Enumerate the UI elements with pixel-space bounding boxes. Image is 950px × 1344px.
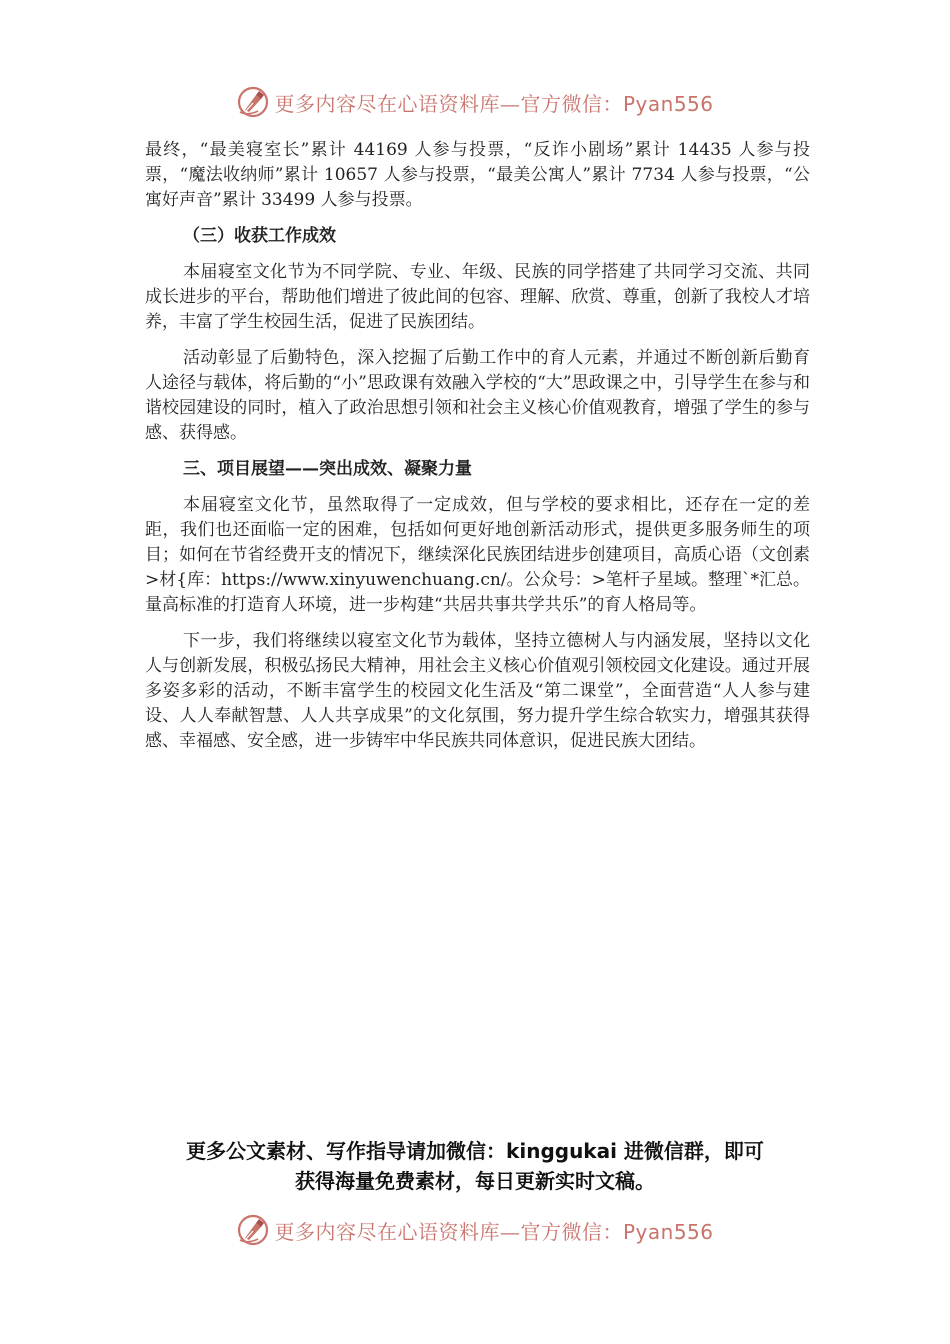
pen-nib-logo-icon (236, 85, 270, 119)
section-heading-outlook: 三、项目展望——突出成效、凝聚力量 (183, 459, 472, 479)
paragraph-vote-results: 最终，“最美寝室长”累计 44169 人参与投票，“反诈小剧场”累计 14435 人参与投票，“魔法收纳师”累计 10657 人参与投票，“最美公寓人”累计 7734 人参与投票，“公寓好声音”累计 33499 人参与投票。 (145, 140, 810, 210)
paragraph-logistics: 活动彰显了后勤特色，深入挖掘了后勤工作中的育人元素，并通过不断创新后勤育人途径与载体，将后勤的“小”思政课有效融入学校的“大”思政课之中，引导学生在参与和谐校园建设的同时，植入了政治思想引领和社会主义核心价值观教育，增强了学生的参与感、获得感。 (145, 348, 810, 443)
section-heading-results: （三）收获工作成效 (183, 226, 336, 246)
footer-watermark (0, 1210, 950, 1250)
paragraph-gaps: 本届寝室文化节，虽然取得了一定成效，但与学校的要求相比，还存在一定的差距，我们也还面临一定的困难，包括如何更好地创新活动形式，提供更多服务师生的项目；如何在节省经费开支的情况下，继续深化民族团结进步创建项目，高质心语（文创素>材{库：https://www.xinyuwenchuang.cn/。公众号：>笔杆子星域。整理`*汇总。量高标准的打造育人环境，进一步构建“共居共事共学共乐”的育人格局等。 (145, 495, 810, 615)
promo-line-1: 更多公文素材、写作指导请加微信：kinggukai 进微信群，即可 (186, 1139, 764, 1163)
header-watermark (0, 82, 950, 122)
header-brand-text: 更多内容尽在心语资料库—官方微信：Pyan556 (274, 91, 714, 116)
footer-brand-id: Pyan556 (622, 1219, 714, 1244)
promo-notice (100, 1136, 850, 1196)
header-brand-id: Pyan556 (622, 91, 714, 116)
paragraph-next-steps: 下一步，我们将继续以寝室文化节为载体，坚持立德树人与内涵发展，坚持以文化人与创新发展，积极弘扬民大精神，用社会主义核心价值观引领校园文化建设。通过开展多姿多彩的活动，不断丰富学生的校园文化生活及“第二课堂”，全面营造“人人参与建设、人人奉献智慧、人人共享成果”的文化氛围，努力提升学生综合软实力，增强其获得感、幸福感、安全感，进一步铸牢中华民族共同体意识，促进民族大团结。 (145, 631, 810, 751)
document-body (145, 138, 810, 754)
promo-line-2: 获得海量免费素材，每日更新实时文稿。 (295, 1169, 655, 1193)
paragraph-platform: 本届寝室文化节为不同学院、专业、年级、民族的同学搭建了共同学习交流、共同成长进步的平台，帮助他们增进了彼此间的包容、理解、欣赏、尊重，创新了我校人才培养，丰富了学生校园生活，促进了民族团结。 (145, 262, 810, 332)
pen-nib-logo-icon (236, 1213, 270, 1247)
footer-brand-text: 更多内容尽在心语资料库—官方微信：Pyan556 (274, 1219, 714, 1244)
